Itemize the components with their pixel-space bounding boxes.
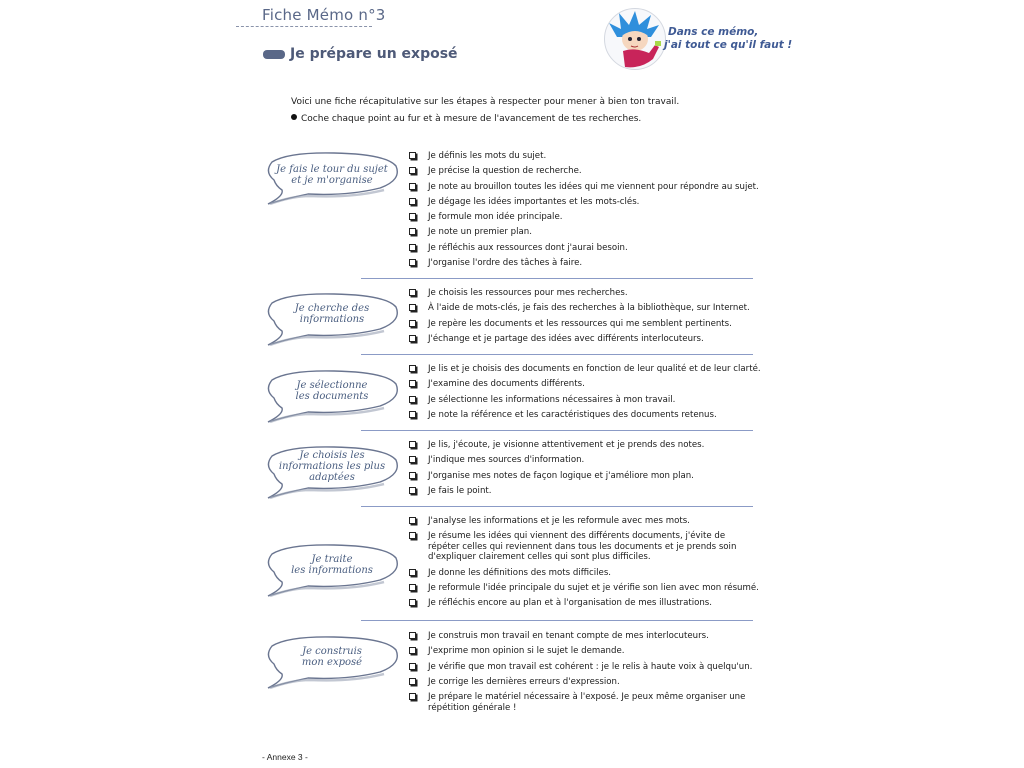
intro <box>291 94 679 128</box>
bubble-line2: mon exposé <box>301 657 363 668</box>
checklist-item[interactable]: Je fais le point. <box>409 486 769 497</box>
checklist-item[interactable]: Je prépare le matériel nécessaire à l'exposé. Je peux même organiser une répétition générale ! <box>409 692 758 713</box>
bubble-line1: Je cherche des <box>294 303 370 314</box>
intro-instruction <box>291 111 679 128</box>
section-divider <box>361 278 753 279</box>
bubble-line1: Je construis <box>302 646 362 657</box>
checklist-choisis <box>409 440 769 501</box>
section-divider <box>361 506 753 507</box>
checkbox-icon[interactable] <box>409 198 416 205</box>
checkbox-icon[interactable] <box>409 599 416 606</box>
checkbox-icon[interactable] <box>409 167 416 174</box>
checklist-item[interactable]: Je lis, j'écoute, je visionne attentivement et je prends des notes. <box>409 440 769 451</box>
checklist-item[interactable]: Je réfléchis encore au plan et à l'organisation de mes illustrations. <box>409 598 769 609</box>
checkbox-icon[interactable] <box>409 396 416 403</box>
checklist-item[interactable]: Je note un premier plan. <box>409 227 769 238</box>
checkbox-icon[interactable] <box>409 487 416 494</box>
section-divider <box>361 354 753 355</box>
checklist-item[interactable]: Je lis et je choisis des documents en fonction de leur qualité et de leur clarté. <box>409 364 769 375</box>
checklist-item[interactable]: Je définis les mots du sujet. <box>409 151 769 162</box>
checkbox-icon[interactable] <box>409 569 416 576</box>
checkbox-icon[interactable] <box>409 411 416 418</box>
checklist-item[interactable]: Je résume les idées qui viennent des différents documents, j'évite de répéter celles qui reviennent dans tous les documents et je prends soin d'expliquer clairement celles qui sont plus difficiles. <box>409 531 758 563</box>
checklist-construis <box>409 631 769 718</box>
bubble-line2: informations les plus <box>278 461 386 472</box>
checklist-item[interactable]: Je réfléchis aux ressources dont j'aurai besoin. <box>409 243 769 254</box>
bubble-line2: les informations <box>291 565 373 576</box>
section-bubble-construis <box>262 634 400 686</box>
checklist-item[interactable]: J'analyse les informations et je les reformule avec mes mots. <box>409 516 769 527</box>
checklist-traite <box>409 516 769 613</box>
checkbox-icon[interactable] <box>409 259 416 266</box>
section-bubble-organise <box>262 150 400 202</box>
checklist-organise <box>409 151 769 273</box>
bubble-line1: Je traite <box>311 554 353 565</box>
checklist-item[interactable]: Je note au brouillon toutes les idées qui me viennent pour répondre au sujet. <box>409 182 769 193</box>
bullet-icon <box>291 114 297 120</box>
memo-label: Fiche Mémo n°3 <box>262 6 386 24</box>
section-divider <box>361 620 753 621</box>
header-divider <box>236 26 372 27</box>
checkbox-icon[interactable] <box>409 456 416 463</box>
mascot-caption-line2: j'ai tout ce qu'il faut ! <box>664 39 793 51</box>
cartoon-character-icon <box>604 8 666 70</box>
checklist-item[interactable]: Je note la référence et les caractéristiques des documents retenus. <box>409 410 769 421</box>
checkbox-icon[interactable] <box>409 532 416 539</box>
checkbox-icon[interactable] <box>409 678 416 685</box>
page-title-text: Je prépare un exposé <box>290 46 458 62</box>
checkbox-icon[interactable] <box>409 647 416 654</box>
checkbox-icon[interactable] <box>409 183 416 190</box>
bubble-line2: informations <box>299 314 365 325</box>
checklist-item[interactable]: J'organise l'ordre des tâches à faire. <box>409 258 769 269</box>
checklist-item[interactable]: Je vérifie que mon travail est cohérent : je le relis à haute voix à quelqu'un. <box>409 662 769 673</box>
checkbox-icon[interactable] <box>409 304 416 311</box>
checklist-item[interactable]: Je précise la question de recherche. <box>409 166 769 177</box>
checkbox-icon[interactable] <box>409 335 416 342</box>
checkbox-icon[interactable] <box>409 584 416 591</box>
bubble-line1: Je choisis les <box>299 450 365 461</box>
bubble-line2: les documents <box>295 391 369 402</box>
checklist-item[interactable]: Je sélectionne les informations nécessaires à mon travail. <box>409 395 769 406</box>
checkbox-icon[interactable] <box>409 663 416 670</box>
checkbox-icon[interactable] <box>409 152 416 159</box>
checklist-item[interactable]: J'organise mes notes de façon logique et j'améliore mon plan. <box>409 471 769 482</box>
checkbox-icon[interactable] <box>409 693 416 700</box>
checkbox-icon[interactable] <box>409 289 416 296</box>
checkbox-icon[interactable] <box>409 517 416 524</box>
bubble-line3: adaptées <box>309 472 355 483</box>
checklist-item[interactable]: J'examine des documents différents. <box>409 379 769 390</box>
checkbox-icon[interactable] <box>409 228 416 235</box>
checklist-item[interactable]: J'exprime mon opinion si le sujet le demande. <box>409 646 769 657</box>
checklist-item[interactable]: Je formule mon idée principale. <box>409 212 769 223</box>
checklist-item[interactable]: Je choisis les ressources pour mes recherches. <box>409 288 769 299</box>
checkbox-icon[interactable] <box>409 244 416 251</box>
checklist-item[interactable]: Je corrige les dernières erreurs d'expression. <box>409 677 769 688</box>
checklist-item[interactable]: Je reformule l'idée principale du sujet et je vérifie son lien avec mon résumé. <box>409 583 769 594</box>
intro-instruction-text: Coche chaque point au fur et à mesure de l'avancement de tes recherches. <box>301 114 642 124</box>
page-footer: - Annexe 3 - <box>262 752 308 762</box>
intro-text: Voici une fiche récapitulative sur les étapes à respecter pour mener à bien ton travail. <box>291 97 680 107</box>
checklist-cherche <box>409 288 769 349</box>
checklist-item[interactable]: Je dégage les idées importantes et les mots-clés. <box>409 197 769 208</box>
checkbox-icon[interactable] <box>409 320 416 327</box>
checkbox-icon[interactable] <box>409 365 416 372</box>
checkbox-icon[interactable] <box>409 213 416 220</box>
mascot-caption <box>664 26 793 52</box>
section-bubble-choisis <box>262 444 400 496</box>
checklist-item[interactable]: À l'aide de mots-clés, je fais des recherches à la bibliothèque, sur Internet. <box>409 303 769 314</box>
checkbox-icon[interactable] <box>409 632 416 639</box>
bubble-line1: Je fais le tour du sujet <box>276 164 388 175</box>
section-bubble-cherche <box>262 291 400 343</box>
bubble-line2: et je m'organise <box>291 175 373 186</box>
checklist-selectionne <box>409 364 769 425</box>
checklist-item[interactable]: Je donne les définitions des mots difficiles. <box>409 568 769 579</box>
checkbox-icon[interactable] <box>409 472 416 479</box>
checklist-item[interactable]: Je repère les documents et les ressources qui me semblent pertinents. <box>409 319 769 330</box>
mascot-caption-line1: Dans ce mémo, <box>668 26 759 38</box>
section-divider <box>361 430 753 431</box>
checkbox-icon[interactable] <box>409 380 416 387</box>
checklist-item[interactable]: J'indique mes sources d'information. <box>409 455 769 466</box>
checklist-item[interactable]: Je construis mon travail en tenant compte de mes interlocuteurs. <box>409 631 769 642</box>
section-bubble-selectionne <box>262 368 400 420</box>
page-title <box>263 46 458 62</box>
checklist-item[interactable]: J'échange et je partage des idées avec différents interlocuteurs. <box>409 334 769 345</box>
section-bubble-traite <box>262 542 400 594</box>
title-marker-icon <box>263 50 285 59</box>
checkbox-icon[interactable] <box>409 441 416 448</box>
bubble-line1: Je sélectionne <box>296 380 368 391</box>
